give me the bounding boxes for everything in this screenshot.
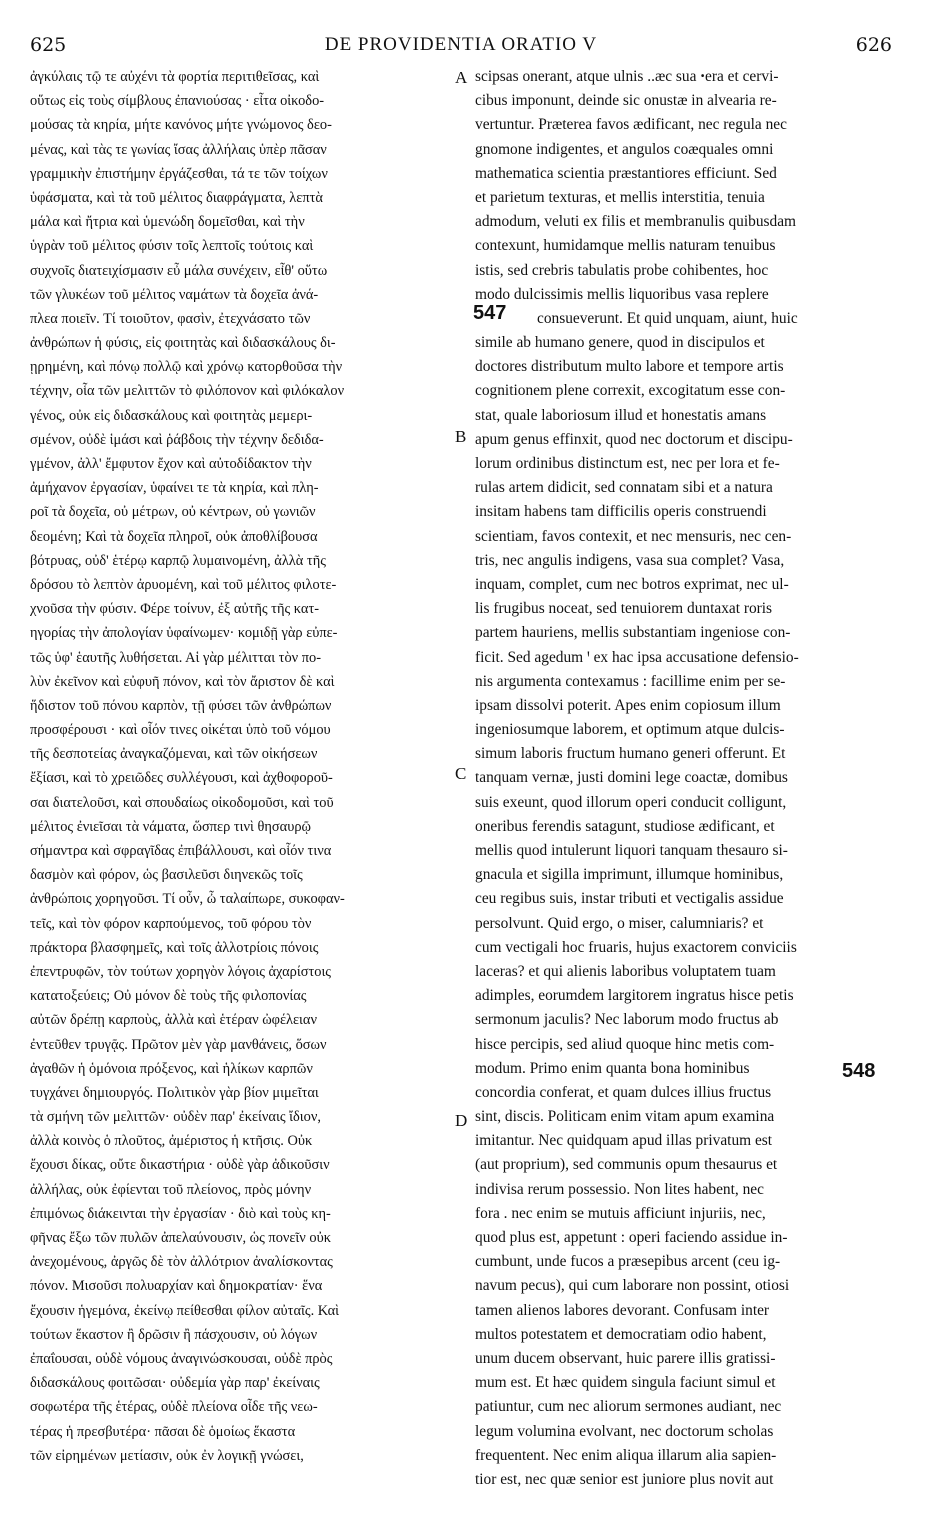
latin-text-line: simile ab humano genere, quod in discipulos et [475, 334, 765, 352]
greek-text-line: οὕτως εἰς τοὺς σίμβλους ἐπανιούσας · εἶτα οἰκοδο- [30, 93, 325, 110]
latin-text-line: contexunt, humidamque mellis naturam tenuibus [475, 237, 776, 255]
latin-text-line: simum laboris fructum humano generi offerunt. Et [475, 745, 786, 763]
greek-text-line: αὐτῶν δρέπῃ καρποὺς, ἀλλὰ καὶ ἑτέραν ὠφέλειαν [30, 1012, 317, 1029]
latin-text-line: tamen alienos labores devorant. Confusam inter [475, 1301, 770, 1319]
latin-column [475, 65, 893, 1492]
latin-text-line: multos potestatem et democratiam odio habent, [475, 1325, 767, 1343]
latin-text-line: oneribus ferendis satagunt, studiose ædificant, et [475, 817, 775, 835]
latin-text-line: fora . nec enim se mutuis afficiunt injuriis, nec, [475, 1204, 766, 1222]
greek-text-line: γραμμικὴν ἐπιστήμην ἐργάζεσθαι, τά τε τῶν τοίχων [30, 165, 328, 182]
latin-text-line: tanquam vernæ, justi domini lege coactæ, domibus [475, 769, 788, 787]
greek-text-line: πόνον. Μισοῦσι πολυαρχίαν καὶ δημοκρατίαν· ἕνα [30, 1278, 323, 1295]
section-marker-a: A [455, 68, 468, 87]
greek-text-line: γένος, οὐκ εἰς διδασκάλους καὶ φοιτητὰς μεμερι- [30, 407, 313, 424]
section-marker-b: B [455, 427, 467, 446]
greek-text-line: τῶς ὑφ' ἑαυτῆς λυθήσεται. Αἱ γὰρ μέλιτται τὸν πο- [30, 649, 322, 666]
latin-text-line: et parietum texturas, et mellis interstitia, tenuia [475, 188, 765, 206]
greek-text-line: μάλα καὶ ἤτρια καὶ ὑμενώδη δομεῖσθαι, καὶ τὴν [30, 214, 305, 231]
greek-text-line: τεῖς, καὶ τὸν φόρον καρπούμενος, τοῦ φόρου τὸν [30, 915, 312, 932]
latin-text-line: persolvunt. Quid ergo, o miser, calumniaris? et [475, 914, 764, 932]
latin-text-line: unum ducem observant, huic parere illis gratissi- [475, 1349, 776, 1367]
page-number-left: 625 [30, 34, 67, 56]
marginal-number-548: 548 [842, 1060, 876, 1082]
latin-text-line: patiuntur, cum nec aliorum sermones audiant, nec [475, 1398, 782, 1416]
greek-text-line: ἐντεῦθεν τρυγᾷς. Πρῶτον μὲν γὰρ μανθάνεις, ὅσων [30, 1036, 327, 1053]
latin-text-line: ficit. Sed agedum ꞌ ex hac ipsa accusatione defensio- [475, 648, 799, 666]
greek-text-line: ἀγαθῶν ἡ ὁμόνοια πρόξενος, καὶ ἡλίκων καρπῶν [30, 1060, 313, 1077]
latin-text-line: imitantur. Nec quidquam apud illas privatum est [475, 1132, 773, 1150]
greek-text-line: προσφέρουσι · καὶ οἷόν τινες οἰκέται ὑπὸ τοῦ νόμου [30, 722, 331, 739]
latin-text-line: hisce percipis, sed aliud quoque hinc metis com- [475, 1035, 775, 1053]
latin-text-line: lorum ordinibus distinctum est, nec per lora et fe- [475, 455, 780, 472]
latin-text-line: apum genus effinxit, quod nec doctorum et discipu- [475, 430, 793, 448]
latin-text-line: cumbunt, unde fucos a præsepibus arcent (ceu ig- [475, 1253, 781, 1271]
latin-text-line: frequentent. Nec enim aliqua illarum alia sapien- [475, 1446, 777, 1464]
greek-column [30, 65, 453, 1468]
page-number-right: 626 [855, 34, 892, 56]
latin-text-line: cibus imponunt, deinde sic onustæ in alvearia re- [475, 92, 777, 110]
latin-text-line: modum. Primo enim quanta bona hominibus [475, 1059, 750, 1077]
greek-text-line: βότρυας, οὐδ' ἑτέρῳ καρπῷ λυμαινομένη, ἀλλὰ τῆς [30, 552, 326, 569]
greek-text-line: ῃρημένη, καὶ πόνῳ πολλῷ καὶ χρόνῳ κατορθοῦσα τὴν [30, 359, 343, 376]
greek-text-line: τυγχάνει δημιουργός. Πολιτικὸν γὰρ βίον μιμεῖται [30, 1084, 319, 1101]
greek-text-line: σοφωτέρα τῆς ἑτέρας, οὐδὲ πλείονα οἶδε τῆς νεω- [30, 1399, 318, 1416]
greek-text-line: γμένον, ἀλλ' ἔμφυτον ἔχον καὶ αὐτοδίδακτον τὴν [30, 456, 312, 472]
latin-text-line: concordia conferat, et quam dulces illius fructus [475, 1083, 772, 1101]
greek-text-line: σαι διατελοῦσι, καὶ σπουδαίως οἰκοδομοῦσι, καὶ τοῦ [30, 794, 334, 811]
latin-text-line: gnomone indigentes, et angulos coæquales omni [475, 140, 774, 158]
greek-text-line: δασμὸν καὶ φόρον, ὡς βασιλεῦσι διηνεκῶς τοῖς [30, 867, 303, 884]
latin-text-line: ingeniosumque laborem, et optimum atque dulcis- [475, 721, 785, 739]
greek-text-line: λὺν ἐκεῖνον καὶ εὐφυῆ πόνον, καὶ τὸν ἄριστον δὲ καὶ [30, 673, 335, 690]
greek-text-line: ἐπαΐουσαι, οὐδὲ νόμους ἀναγινώσκουσαι, οὐδὲ πρὸς [30, 1350, 333, 1367]
running-title: DE PROVIDENTIA ORATIO V [324, 34, 598, 55]
greek-text-line: ἀνεχομένους, ἀργῶς δὲ τὸν ἀλλότριον ἀναλίσκοντας [30, 1254, 333, 1271]
greek-text-line: κατατοξεύεις; Οὐ μόνον δὲ τοὺς τῆς φιλοπονίας [30, 988, 307, 1005]
greek-text-line: δεομένη; Καὶ τὰ δοχεῖα πληροῖ, οὐκ ἀποθλίβουσα [30, 528, 318, 545]
latin-text-line: tris, nec angulis indigens, vasa sua complet? Vasa, [475, 551, 785, 569]
latin-text-line: tior est, nec quæ senior est juniore plus novit aut [475, 1470, 774, 1488]
latin-text-line: gnacula et sigilla imprimunt, illumque hominibus, [475, 866, 784, 884]
section-marker-c: C [455, 764, 467, 783]
latin-text-line: mellis quod intulerunt liquori tanquam thesauro si- [475, 842, 788, 859]
greek-text-line: διδασκάλους φοιτῶσαι· οὐδεμία γὰρ παρ' ἐκείναις [30, 1375, 320, 1392]
latin-text-line: stat, quale laboriosum illud et honestatis amans [475, 406, 767, 424]
greek-text-line: τούτων ἕκαστον ἢ δρῶσιν ἢ πάσχουσιν, οὐ λόγων [30, 1326, 318, 1343]
greek-text-line: τῶν γλυκέων τοῦ μέλιτος ναμάτων τὰ δοχεῖα ἀνά- [30, 286, 319, 303]
greek-text-line: τὰ σμήνη τῶν μελιττῶν· οὐδὲν παρ' ἐκείναις ἴδιον, [30, 1109, 321, 1126]
latin-text-line: partem hauriens, mellis substantiam ingeniose con- [475, 624, 791, 642]
latin-text-line: navum pecus), qui cum laborare non possint, otiosi [475, 1277, 790, 1295]
greek-text-line: τῆς δεσποτείας ἀναγκαζόμεναι, καὶ τῶν οἰκήσεων [30, 746, 318, 763]
latin-text-line: ceu regibus suis, instar tributi et vectigalis assidue [475, 890, 784, 908]
greek-text-line: ὑφάσματα, καὶ τὰ τοῦ μέλιτος διαφράγματα, λεπτὰ [30, 189, 323, 206]
latin-text-line: istis, sed crebris tabulatis probe cohibentes, hoc [475, 261, 769, 279]
greek-text-line: τέρας ἡ πρεσβυτέρα· πᾶσαι δὲ ὁμοίως ἕκαστα [30, 1423, 296, 1440]
greek-text-line: ὑγρὰν τοῦ μέλιτος φύσιν τοῖς λεπτοῖς τούτοις καὶ [30, 238, 314, 255]
greek-text-line: ἥδιστον τοῦ πόνου καρπὸν, τῇ φύσει τῶν ἀνθρώπων [30, 697, 332, 714]
latin-text-line: sermonum jaculis? Nec laborum modo fructus ab [475, 1011, 779, 1029]
greek-text-line: ἐπεντρυφῶν, τὸν τούτων χορηγὸν λόγοις ἀχαρίστοις [30, 963, 332, 980]
greek-text-line: μένας, καὶ τὰς τε γωνίας ἴσας ἀλλήλαις ὑπὲρ πᾶσαν [30, 141, 327, 158]
latin-text-line: adimples, eorumdem largitorem ingratus hisce petis [475, 987, 794, 1005]
greek-text-line: σμένον, οὐδὲ ἱμάσι καὶ ῥάβδοις τὴν τέχνην δεδιδα- [30, 431, 324, 448]
latin-text-line: inquam, complet, cum nec botros exprimat, nec ul- [475, 575, 789, 593]
latin-text-line: quod plus est, appetunt : operi faciendo assidue in- [475, 1229, 788, 1246]
latin-text-line: laceras? et qui alienis laboribus voluptatem tuam [475, 962, 776, 980]
greek-text-line: τέχνην, οἷα τῶν μελιττῶν τὸ φιλόπονον καὶ φιλόκαλον [30, 383, 345, 400]
latin-text-line: rulas artem didicit, sed connatam sibi et a natura [475, 479, 773, 497]
latin-text-line: cum vectigali hoc fruaris, hujus exactorem conviciis [475, 938, 797, 956]
latin-text-line: legum volumina evolvant, nec doctorum scholas [475, 1422, 774, 1440]
greek-text-line: ἔχουσι δίκας, οὔτε δικαστήρια · οὐδὲ γὰρ ἀδικοῦσιν [30, 1157, 330, 1174]
latin-text-line: lis frugibus noceat, sed tenuiorem duntaxat roris [475, 600, 773, 618]
latin-text-line: indivisa rerum possessio. Non lites habent, nec [475, 1180, 764, 1198]
greek-text-line: φῆνας ἔξω τῶν πυλῶν ἀπελαύνουσιν, ὡς πονεῖν οὐκ [30, 1230, 331, 1246]
latin-text-line: sint, discis. Politicam enim vitam apum examina [475, 1108, 775, 1126]
latin-text-line: suis exeunt, quod illorum operi conducit colligunt, [475, 793, 787, 811]
greek-text-line: ροῖ τὰ δοχεῖα, οὐ μέτρων, οὐ κέντρων, οὐ γωνιῶν [30, 504, 316, 521]
section-marker-d: D [455, 1111, 468, 1130]
greek-text-line: ἀλλὰ κοινὸς ὁ πλοῦτος, ἀμέριστος ἡ κτῆσις. Οὐκ [30, 1133, 313, 1150]
greek-text-line: ἔξίασι, καὶ τὸ χρειῶδες συλλέγουσι, καὶ ἀχθοφοροῦ- [30, 770, 333, 787]
greek-text-line: ἀγκύλαις τῷ τε αὐχένι τὰ φορτία περιτιθεῖσας, καὶ [30, 69, 320, 85]
latin-text-line: consueverunt. Et quid unquam, aiunt, huic [537, 309, 798, 327]
latin-text-line: modo dulcissimis mellis liquoribus vasa replere [475, 285, 769, 303]
greek-text-line: δρόσου τὸ λεπτὸν ἀρυομένη, καὶ τοῦ μέλιτος φιλοτε- [30, 576, 337, 593]
latin-text-line: mum est. Et hæc quidem singula faciunt simul et [475, 1374, 776, 1392]
greek-text-line: πράκτορα βλασφημεῖς, καὶ τοῖς ἀλλοτρίοις πόνοις [30, 939, 319, 956]
greek-text-line: συχνοῖς διατειχίσμασιν εὖ μάλα συνέχειν, εἶθ' οὕτω [30, 262, 328, 279]
latin-text-line: admodum, veluti ex filis et membranulis quibusdam [475, 213, 797, 231]
greek-text-line: ἔχουσιν ἡγεμόνα, ἐκείνῳ πείθεσθαι φίλον αὐταῖς. Καὶ [30, 1302, 340, 1319]
latin-text-line: cognitionem plene correxit, excogitatum esse con- [475, 382, 786, 400]
latin-text-line: insitam habens tam difficilis operis construendi [475, 503, 767, 521]
marginal-number-547: 547 [473, 302, 507, 324]
greek-text-line: ἐπιμόνως διάκεινται τὴν ἐργασίαν · διὸ καὶ τοὺς κη- [30, 1205, 331, 1222]
latin-text-line: mathematica scientia præstantiores efficiunt. Sed [475, 164, 777, 182]
latin-text-line: scientiam, favos contexit, et nec mensuris, nec cen- [475, 527, 792, 545]
greek-text-line: μούσας τὰ κηρία, μήτε κανόνος μήτε γνώμονος δεο- [30, 117, 332, 134]
greek-text-line: μέλιτος ἐνιεῖσαι τὰ νάματα, ὥσπερ τινὶ θησαυρῷ [30, 818, 311, 835]
latin-text-line: vertuntur. Præterea favos ædificant, nec regula nec [475, 116, 787, 134]
greek-text-line: ηγορίας τὴν ἀπολογίαν ὑφαίνωμεν· κομιδῇ γὰρ εὐπε- [30, 625, 338, 642]
greek-text-line: πλεα ποιεῖν. Τί τοιοῦτον, φασὶν, ἐτεχνάσατο τῶν [30, 310, 311, 327]
latin-text-line: ipsam dissolvi poterit. Apes enim copiosum illum [475, 696, 781, 714]
greek-text-line: ἀμήχανον ἐργασίαν, ὑφαίνει τε τὰ κηρία, καὶ πλη- [30, 480, 319, 497]
latin-text-line: nis argumenta contexamus : facillime enim per se- [475, 672, 786, 690]
greek-text-line: σήμαντρα καὶ σφραγῖδας ἐπιβάλλουσι, καὶ οἷόν τινα [30, 843, 332, 859]
greek-text-line: ἀλλήλας, οὐκ ἐφίενται τοῦ πλείονος, πρὸς μόνην [30, 1181, 312, 1198]
greek-text-line: χνοῦσα τὴν φύσιν. Φέρε τοίνυν, ἐξ αὐτῆς τῆς κατ- [30, 601, 320, 618]
greek-text-line: ἀνθρώποις χορηγοῦσι. Τί οὖν, ὦ ταλαίπωρε, συκοφαν- [30, 891, 345, 908]
latin-text-line: scipsas onerant, atque ulnis ..æc sua ꞏera et cervi- [475, 68, 779, 85]
greek-text-line: τῶν εἰρημένων μετίασιν, οὐκ ἐν λογικῇ γνώσει, [30, 1447, 304, 1464]
greek-text-line: ἀνθρώπων ἡ φύσις, εἰς φοιτητὰς καὶ διδασκάλους δι- [30, 335, 336, 352]
latin-text-line: doctores distributum multo labore et tempore artis [475, 358, 784, 376]
page-header [30, 34, 892, 58]
latin-text-line: (aut proprium), sed communis opum thesaurus et [475, 1156, 778, 1174]
